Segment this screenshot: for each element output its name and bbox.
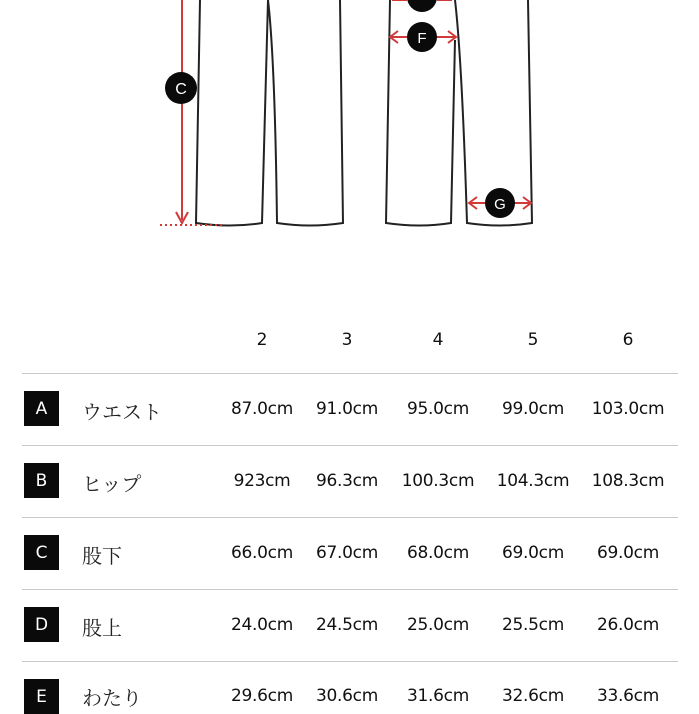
table-cell: 99.0cm: [502, 399, 564, 419]
row-label: ヒップ: [82, 472, 142, 496]
table-cell: 103.0cm: [591, 399, 665, 419]
table-cell: 96.3cm: [316, 471, 378, 491]
row-badge: B: [24, 463, 59, 498]
size-header-2: 2: [256, 330, 268, 350]
table-cell: 25.5cm: [502, 615, 564, 635]
table-cell: 87.0cm: [231, 399, 293, 419]
svg-text:G: G: [494, 196, 506, 213]
table-cell: 68.0cm: [407, 543, 469, 563]
table-cell: 33.6cm: [597, 686, 659, 706]
table-cell: 31.6cm: [407, 686, 469, 706]
marker-f: [407, 22, 437, 52]
table-cell: 923cm: [233, 471, 291, 491]
table-cell: 32.6cm: [502, 686, 564, 706]
marker-g: [485, 188, 515, 218]
table-cell: 26.0cm: [597, 615, 659, 635]
size-header-5: 5: [527, 330, 539, 350]
row-badge: E: [24, 679, 59, 714]
marker-c: [165, 72, 197, 104]
table-cell: 66.0cm: [231, 543, 293, 563]
row-divider: [22, 373, 678, 374]
row-divider: [22, 661, 678, 662]
table-cell: 24.0cm: [231, 615, 293, 635]
size-header-4: 4: [432, 330, 444, 350]
table-cell: 95.0cm: [407, 399, 469, 419]
row-label: ウエスト: [82, 400, 162, 424]
row-badge: A: [24, 391, 59, 426]
table-cell: 69.0cm: [597, 543, 659, 563]
size-header-3: 3: [341, 330, 353, 350]
table-cell: 24.5cm: [316, 615, 378, 635]
row-divider: [22, 589, 678, 590]
table-cell: 30.6cm: [316, 686, 378, 706]
table-cell: 108.3cm: [591, 471, 665, 491]
pants-front-view: [196, 0, 343, 226]
row-label: わたり: [82, 686, 142, 710]
table-cell: 100.3cm: [401, 471, 475, 491]
row-badge: D: [24, 607, 59, 642]
table-cell: 91.0cm: [316, 399, 378, 419]
pants-measurement-diagram: [0, 0, 699, 260]
row-divider: [22, 517, 678, 518]
table-cell: 67.0cm: [316, 543, 378, 563]
table-cell: 25.0cm: [407, 615, 469, 635]
row-badge: C: [24, 535, 59, 570]
row-label: 股下: [82, 544, 122, 568]
front-right-leg: [268, 0, 343, 226]
table-cell: 69.0cm: [502, 543, 564, 563]
size-header-6: 6: [622, 330, 634, 350]
row-label: 股上: [82, 616, 122, 640]
row-divider: [22, 445, 678, 446]
svg-text:F: F: [417, 30, 427, 47]
table-cell: 104.3cm: [496, 471, 570, 491]
table-cell: 29.6cm: [231, 686, 293, 706]
svg-text:C: C: [175, 81, 187, 98]
front-left-leg: [196, 0, 268, 226]
